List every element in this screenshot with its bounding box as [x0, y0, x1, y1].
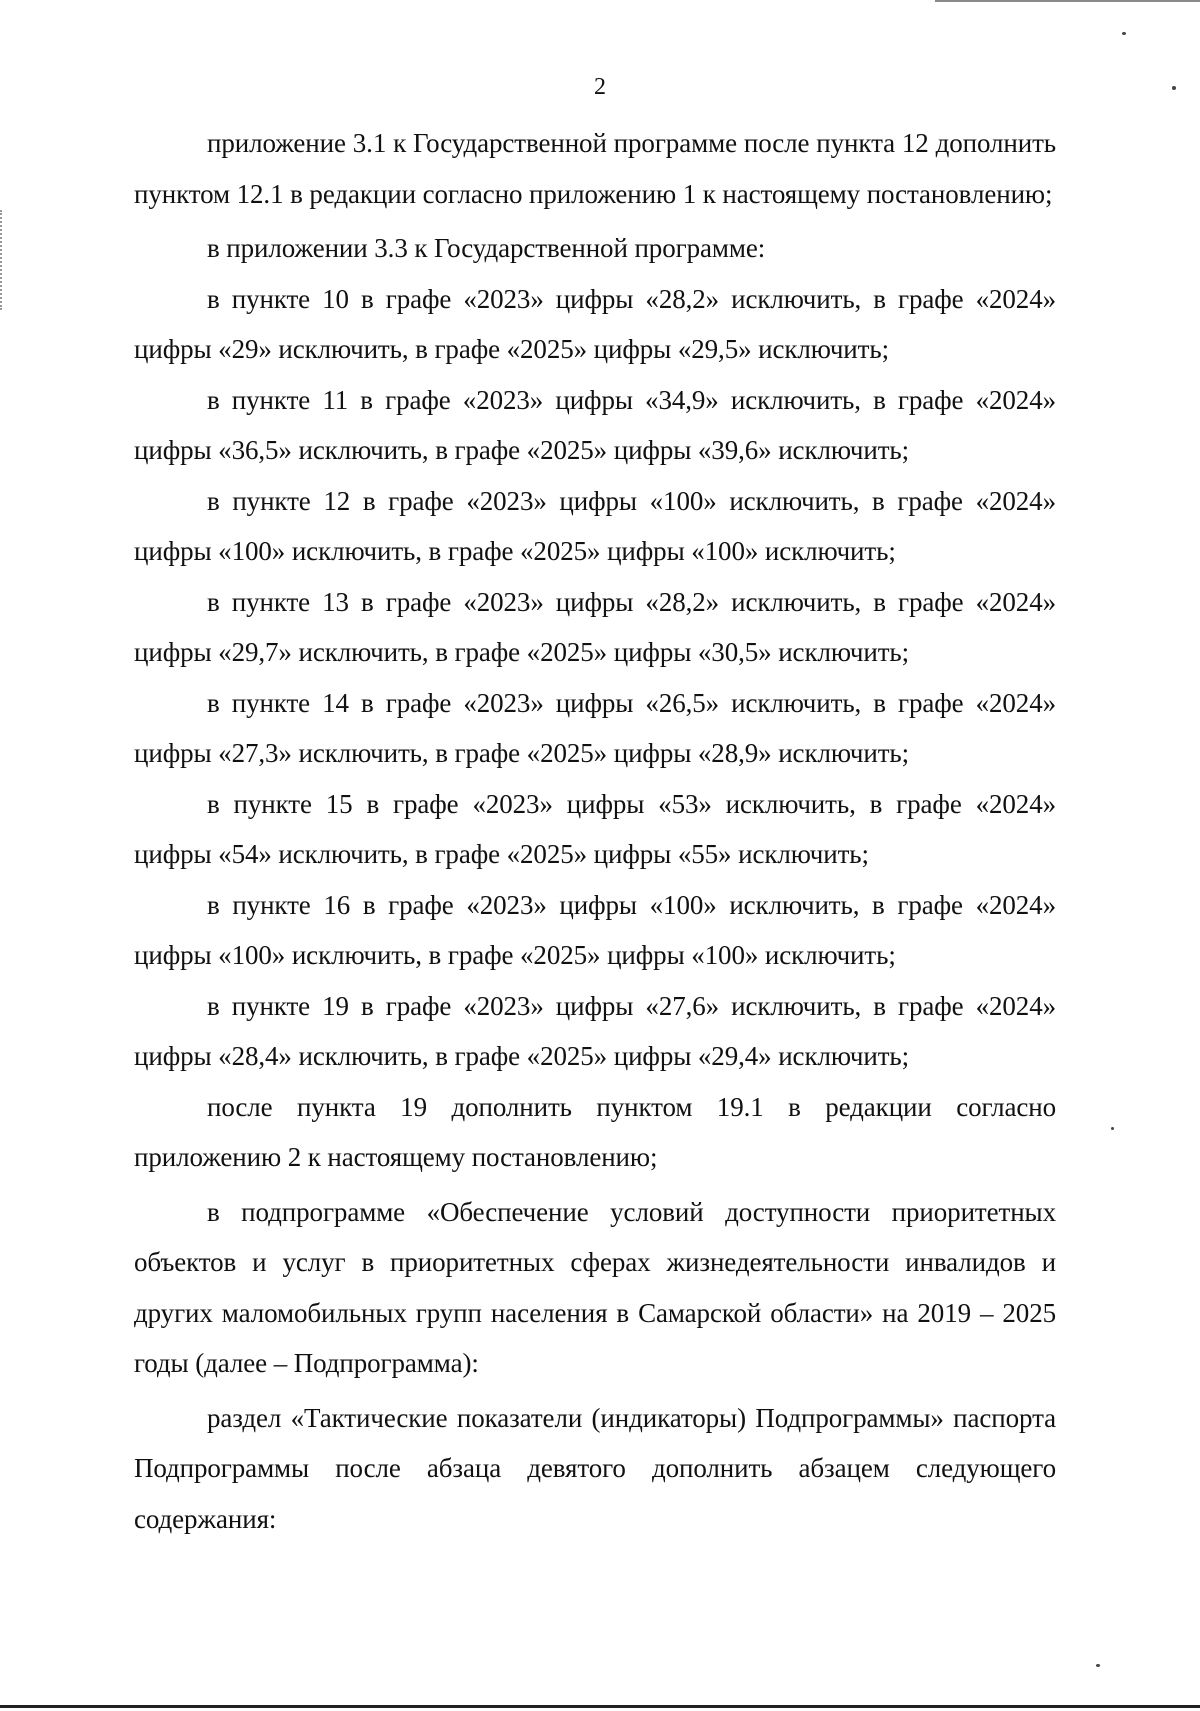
paragraph: в подпрограмме «Обеспечение условий доступности приоритетных объектов и услуг в приоритетных сферах жизнедеятельности инвалидов и других маломобильных групп населения в Самарской области» на 2019 – 2025 годы (далее – Подпрограмма): — [134, 1196, 1056, 1378]
scan-edge-top — [935, 0, 1200, 2]
paragraph: в пункте 14 в графе «2023» цифры «26,5» исключить, в графе «2024» цифры «27,3» исключить, в графе «2025» цифры «28,9» исключить; — [134, 687, 1056, 768]
paragraph: после пункта 19 дополнить пунктом 19.1 в редакции согласно приложению 2 к настоящему постановлению; — [134, 1091, 1056, 1172]
document-body — [134, 118, 1056, 1544]
paragraph: в приложении 3.3 к Государственной программе: — [207, 233, 766, 263]
paragraph: в пункте 10 в графе «2023» цифры «28,2» исключить, в графе «2024» цифры «29» исключить, в графе «2025» цифры «29,5» исключить; — [134, 283, 1056, 364]
paragraph: в пункте 13 в графе «2023» цифры «28,2» исключить, в графе «2024» цифры «29,7» исключить, в графе «2025» цифры «30,5» исключить; — [134, 586, 1056, 667]
scan-speck — [1111, 1127, 1114, 1130]
page-number: 2 — [594, 74, 606, 100]
paragraph: приложение 3.1 к Государственной программе после пункта 12 дополнить пунктом 12.1 в редакции согласно приложению 1 к настоящему постановлению; — [134, 128, 1056, 209]
scan-edge-bottom — [0, 1705, 1200, 1708]
paragraph: в пункте 12 в графе «2023» цифры «100» исключить, в графе «2024» цифры «100» исключить, в графе «2025» цифры «100» исключить; — [134, 485, 1056, 566]
scan-speck — [1122, 32, 1126, 35]
paragraph: в пункте 15 в графе «2023» цифры «53» исключить, в графе «2024» цифры «54» исключить, в графе «2025» цифры «55» исключить; — [134, 788, 1056, 869]
scan-edge-left — [0, 210, 8, 310]
paragraph: в пункте 11 в графе «2023» цифры «34,9» исключить, в графе «2024» цифры «36,5» исключить, в графе «2025» цифры «39,6» исключить; — [134, 384, 1056, 465]
paragraph: в пункте 19 в графе «2023» цифры «27,6» исключить, в графе «2024» цифры «28,4» исключить, в графе «2025» цифры «29,4» исключить; — [134, 990, 1056, 1071]
paragraph: раздел «Тактические показатели (индикаторы) Подпрограммы» паспорта Подпрограммы после абзаца девятого дополнить абзацем следующего содержания: — [134, 1402, 1056, 1534]
scan-speck — [1096, 1664, 1100, 1667]
paragraph: в пункте 16 в графе «2023» цифры «100» исключить, в графе «2024» цифры «100» исключить, в графе «2025» цифры «100» исключить; — [134, 889, 1056, 970]
